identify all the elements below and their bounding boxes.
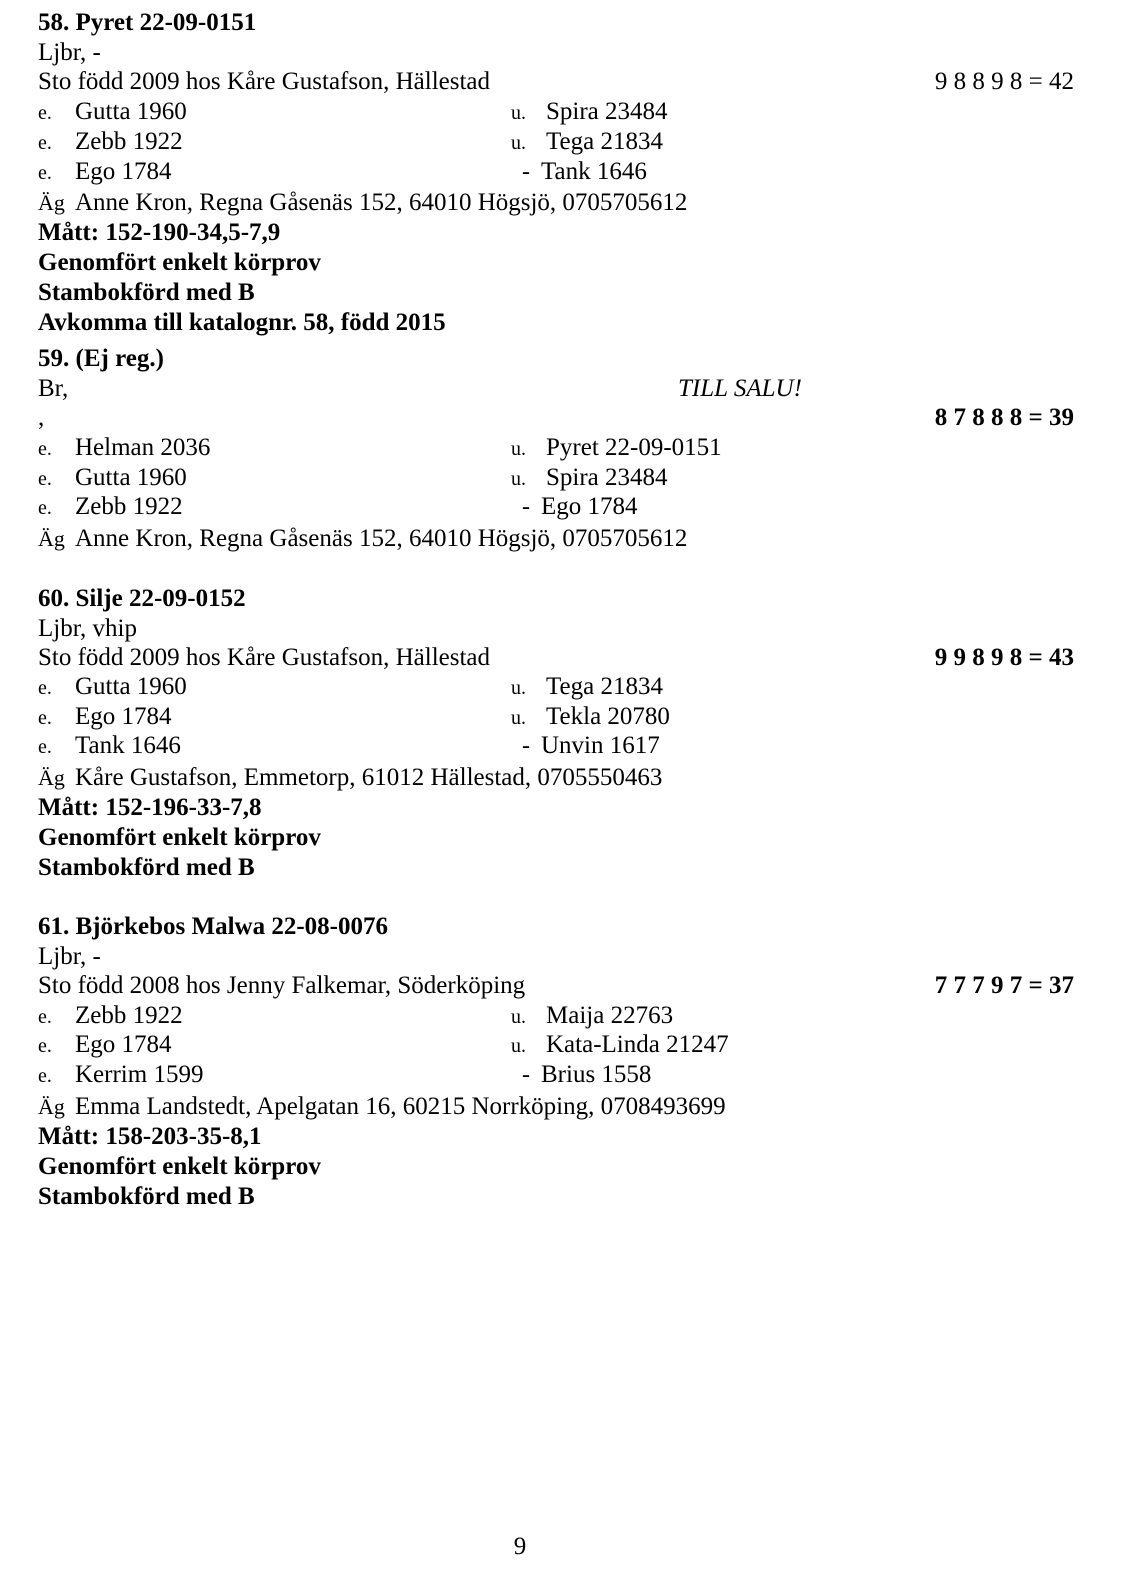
pedigree-dam: - Unvin 1617 xyxy=(522,732,660,759)
entry-measurements: Mått: 152-196-33-7,8 xyxy=(38,794,262,821)
pedigree-sire: e. Zebb 1922 xyxy=(38,128,183,155)
entry-studbook: Stambokförd med B xyxy=(38,854,255,881)
pedigree-sire: e. Tank 1646 xyxy=(38,732,181,759)
entry-score: 9 9 8 9 8 = 43 xyxy=(934,644,1074,671)
entry-born: , xyxy=(38,404,45,431)
pedigree-dam: u. Tega 21834 xyxy=(511,673,663,700)
entry-title: 61. Björkebos Malwa 22-08-0076 xyxy=(38,913,388,940)
for-sale-label: TILL SALU! xyxy=(678,375,802,402)
entry-driving-test: Genomfört enkelt körprov xyxy=(38,824,321,851)
pedigree-dam: u. Pyret 22-09-0151 xyxy=(511,434,722,461)
entry-color: Ljbr, - xyxy=(38,39,101,66)
pedigree-sire: e. Kerrim 1599 xyxy=(38,1061,204,1088)
entry-owner: Äg Kåre Gustafson, Emmetorp, 61012 Hällestad, 0705550463 xyxy=(38,764,663,791)
entry-driving-test: Genomfört enkelt körprov xyxy=(38,249,321,276)
entry-born: Sto född 2008 hos Jenny Falkemar, Söderköping xyxy=(38,972,526,999)
pedigree-sire: e. Gutta 1960 xyxy=(38,673,187,700)
entry-owner: Äg Emma Landstedt, Apelgatan 16, 60215 Norrköping, 0708493699 xyxy=(38,1093,726,1120)
entry-owner: Äg Anne Kron, Regna Gåsenäs 152, 64010 Högsjö, 0705705612 xyxy=(38,525,688,552)
entry-offspring: Avkomma till katalognr. 58, född 2015 xyxy=(38,309,446,336)
page-number: 9 xyxy=(513,1533,527,1560)
pedigree-sire: e. Ego 1784 xyxy=(38,703,172,730)
entry-born: Sto född 2009 hos Kåre Gustafson, Hällestad xyxy=(38,68,491,95)
entry-title: 59. (Ej reg.) xyxy=(38,345,164,372)
pedigree-dam: u. Tega 21834 xyxy=(511,128,663,155)
entry-score: 7 7 7 9 7 = 37 xyxy=(934,972,1074,999)
entry-born: Sto född 2009 hos Kåre Gustafson, Hällestad xyxy=(38,644,491,671)
pedigree-dam: u. Spira 23484 xyxy=(511,464,668,491)
entry-studbook: Stambokförd med B xyxy=(38,1183,255,1210)
entry-title: 60. Silje 22-09-0152 xyxy=(38,585,246,612)
pedigree-dam: u. Kata-Linda 21247 xyxy=(511,1031,729,1058)
entry-measurements: Mått: 158-203-35-8,1 xyxy=(38,1123,262,1150)
entry-score: 9 8 8 9 8 = 42 xyxy=(934,68,1074,95)
pedigree-sire: e. Helman 2036 xyxy=(38,434,211,461)
pedigree-dam: - Ego 1784 xyxy=(522,493,638,520)
entry-studbook: Stambokförd med B xyxy=(38,279,255,306)
pedigree-dam: u. Spira 23484 xyxy=(511,98,668,125)
pedigree-sire: e. Zebb 1922 xyxy=(38,1002,183,1029)
pedigree-dam: u. Tekla 20780 xyxy=(511,703,670,730)
pedigree-dam: - Tank 1646 xyxy=(522,158,647,185)
pedigree-sire: e. Zebb 1922 xyxy=(38,493,183,520)
entry-title: 58. Pyret 22-09-0151 xyxy=(38,9,257,36)
pedigree-sire: e. Ego 1784 xyxy=(38,1031,172,1058)
pedigree-dam: - Brius 1558 xyxy=(522,1061,652,1088)
entry-score: 8 7 8 8 8 = 39 xyxy=(934,404,1074,431)
pedigree-sire: e. Ego 1784 xyxy=(38,158,172,185)
pedigree-dam: u. Maija 22763 xyxy=(511,1002,674,1029)
entry-driving-test: Genomfört enkelt körprov xyxy=(38,1153,321,1180)
entry-color: Ljbr, - xyxy=(38,943,101,970)
pedigree-sire: e. Gutta 1960 xyxy=(38,464,187,491)
entry-owner: Äg Anne Kron, Regna Gåsenäs 152, 64010 Högsjö, 0705705612 xyxy=(38,189,688,216)
pedigree-sire: e. Gutta 1960 xyxy=(38,98,187,125)
entry-color: Ljbr, vhip xyxy=(38,615,137,642)
entry-measurements: Mått: 152-190-34,5-7,9 xyxy=(38,219,281,246)
entry-color: Br, xyxy=(38,375,69,402)
